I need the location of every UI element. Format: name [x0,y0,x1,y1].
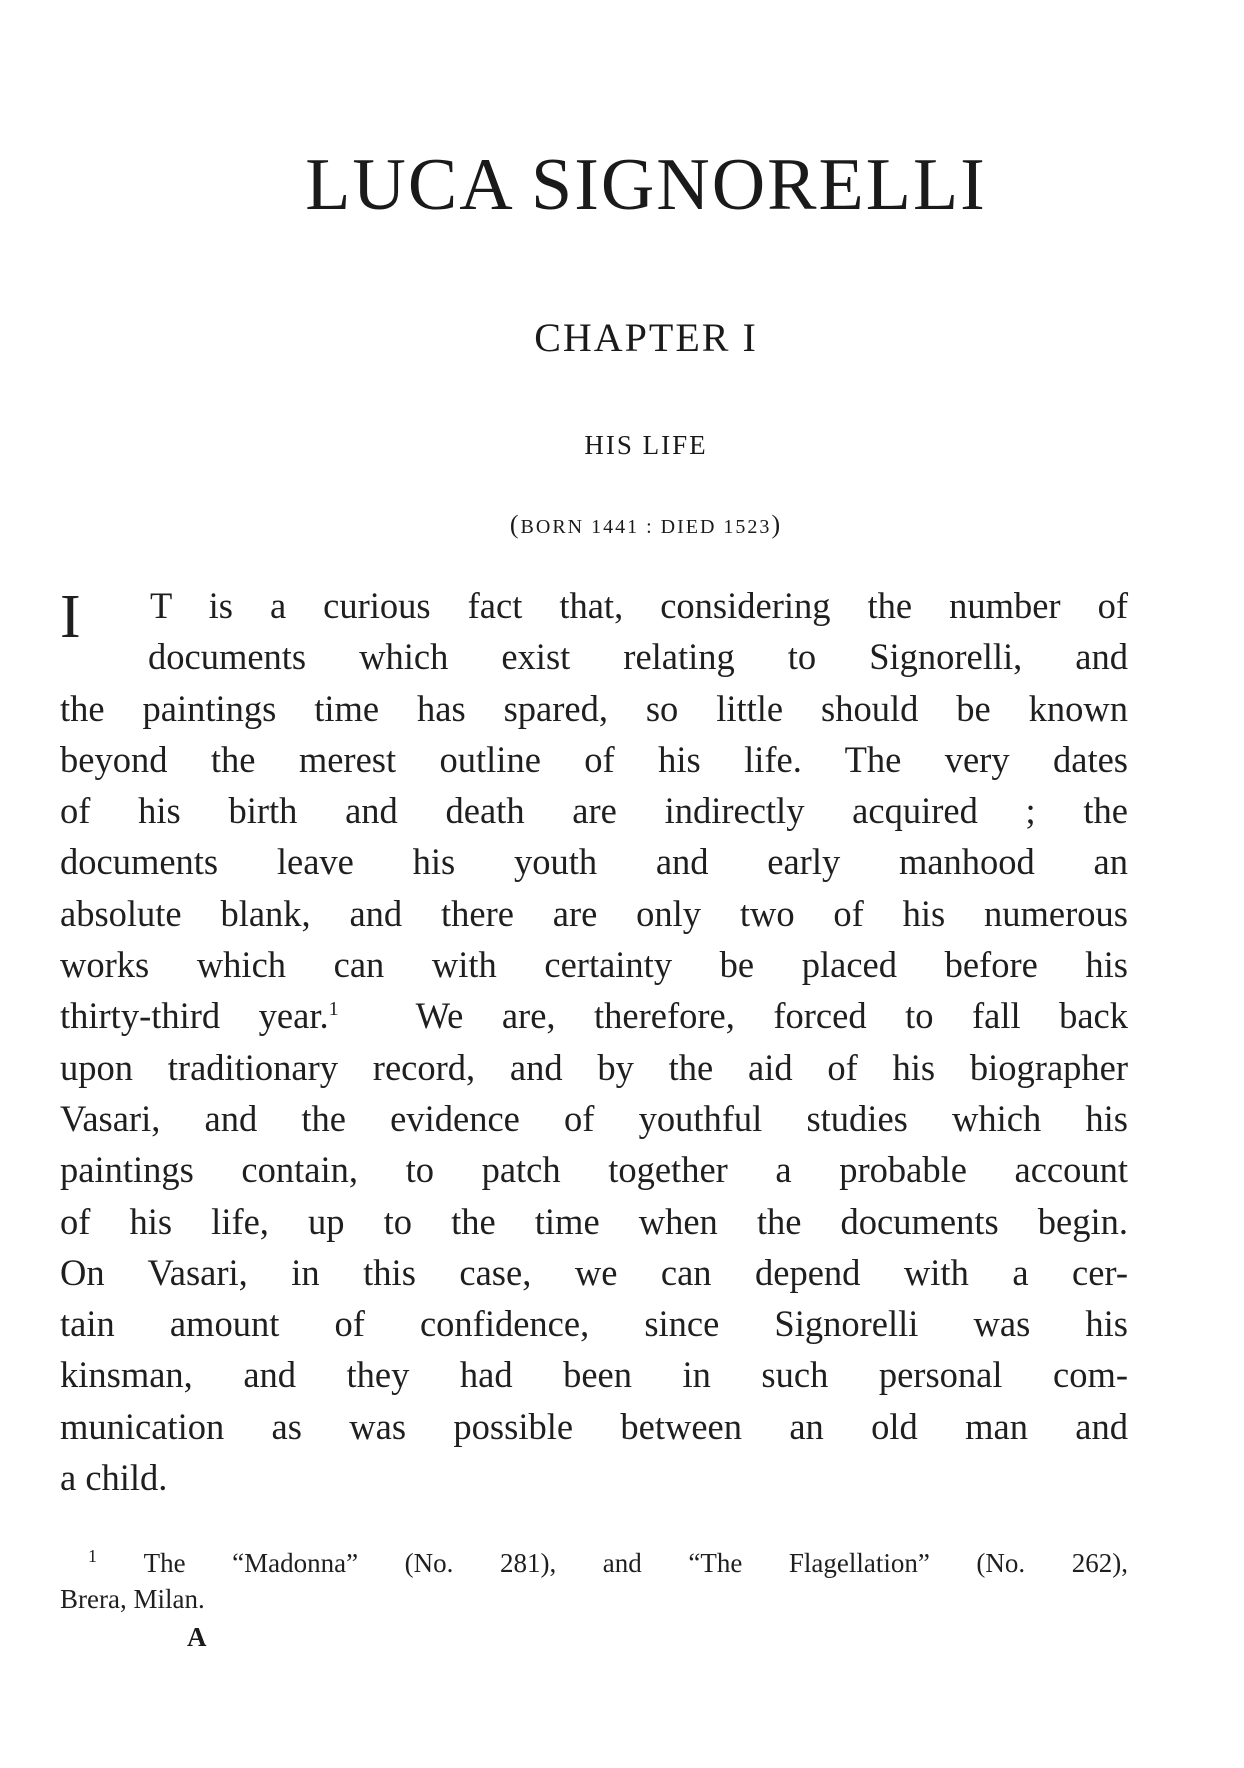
body-line-17: munication as was possible between an old man and [60,1405,1128,1447]
body-line-6: documents leave his youth and early manhood an [60,841,1128,883]
body-line-13: of his life, up to the time when the documents begin. [60,1200,1128,1242]
life-dates-close-paren: ) [771,510,783,539]
body-line-10: upon traditionary record, and by the aid of his biographer [60,1046,1128,1088]
footnote-line-1 [60,1545,1128,1581]
opening-line-group [60,580,1128,683]
body-line-5: of his birth and death are indirectly acquired ; the [60,790,1128,832]
chapter-title: HIS LIFE [584,430,708,460]
life-dates-open-paren: ( [509,510,521,539]
body-line-8: works which can with certainty be placed before his [60,944,1128,986]
footnote [60,1545,1128,1617]
body-paragraph [60,580,1128,1503]
body-line-9-start: thirty-third year. [60,995,329,1037]
footnote-number: 1 [88,1546,97,1566]
footnote-line-2: Brera, Milan. [60,1584,205,1614]
signature-mark: A [187,1622,207,1652]
body-line-7: absolute blank, and there are only two of his numerous [60,892,1128,934]
body-line-11: Vasari, and the evidence of youthful studies which his [60,1097,1128,1139]
book-title: LUCA SIGNORELLI [305,144,987,226]
body-line-9 [60,990,1128,1041]
life-dates [0,512,1244,538]
body-line-15: tain amount of confidence, since Signorelli was his [60,1303,1128,1345]
body-line-1: T is a curious fact that, considering the number of [150,585,1128,626]
body-line-16: kinsman, and they had been in such personal com- [60,1354,1128,1396]
body-line-2: documents which exist relating to Signorelli, and [148,636,1128,678]
body-line-12: paintings contain, to patch together a probable account [60,1149,1128,1191]
footnote-reference: 1 [328,998,339,1021]
chapter-number: CHAPTER I [534,315,758,360]
life-dates-text: BORN 1441 : DIED 1523 [520,516,772,538]
drop-cap: I [60,583,81,651]
body-line-4: beyond the merest outline of his life. The very dates [60,738,1128,780]
body-line-3: the paintings time has spared, so little should be known [60,687,1128,729]
body-line-9-continuation: We are, therefore, forced to fall back [415,995,1128,1037]
footnote-line-1-text: The “Madonna” (No. 281), and “The Flagellation” (No. 262), [143,1548,1128,1578]
body-line-18: a child. [60,1457,168,1499]
body-line-14: On Vasari, in this case, we can depend with a cer- [60,1251,1128,1293]
